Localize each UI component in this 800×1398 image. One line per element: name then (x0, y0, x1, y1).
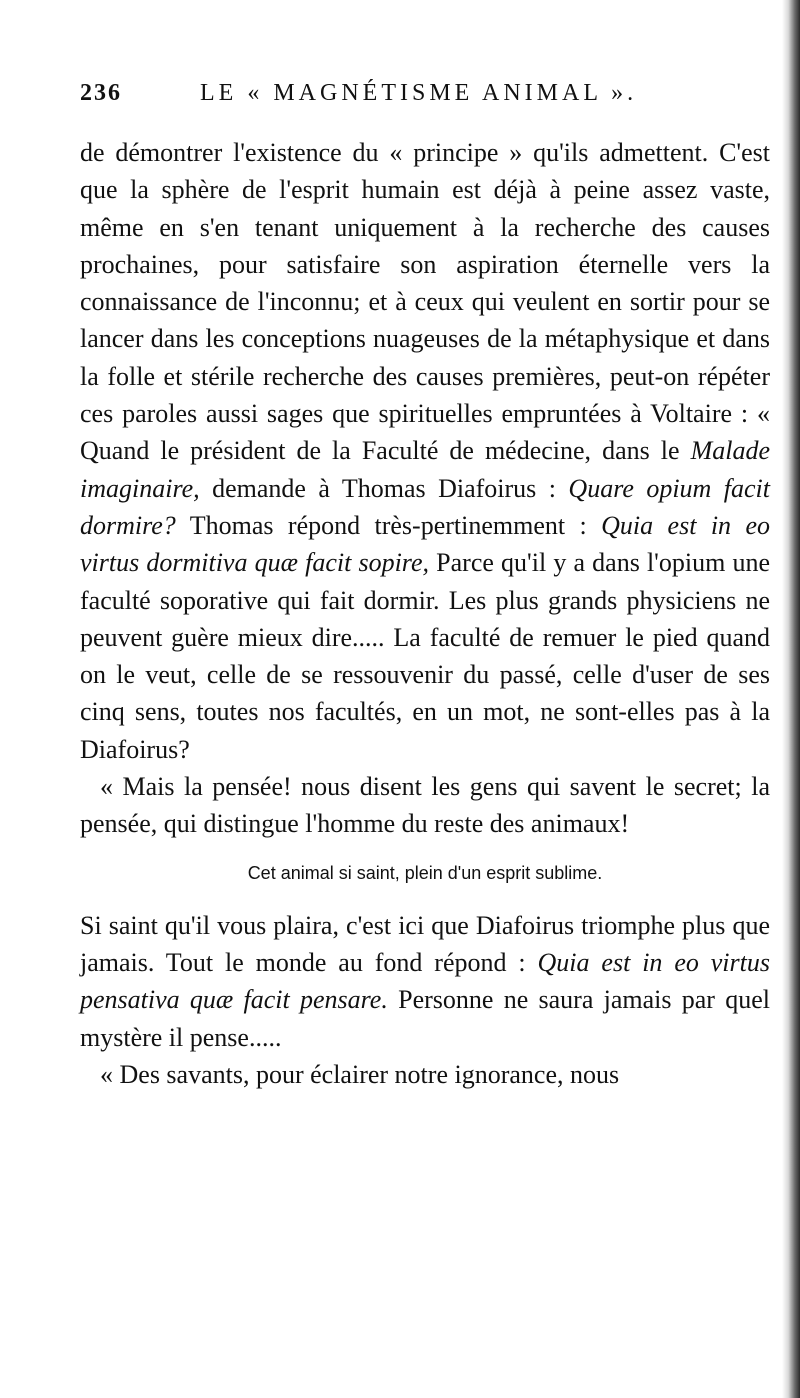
running-header (80, 80, 770, 120)
italic-quia-pensativa: Quia est in eo virtus pensativa quæ facit pensare. (80, 947, 770, 1015)
paragraph-1-text-a: de démontrer l'existence du « principe » qu'ils admettent. C'est que la sphère de l'esprit humain est déjà à peine assez vaste, même en s'en tenant uniquement à la recherche des causes prochaines, pour satisfaire son aspiration éternelle vers la connaissance de l'inconnu; et à ceux qui veulent en sortir pour se lancer dans les conceptions nuageuses de la métaphysique et dans la folle et stérile recherche des causes premières, peut-on répéter ces paroles aussi sages que spirituelles empruntées à Voltaire : « Quand le président de la Faculté de médecine, dans le (80, 138, 770, 466)
paragraph-4: « Des savants, pour éclairer notre ignorance, nous (100, 1059, 620, 1089)
paragraph-1-text-c: Thomas répond très-pertinemment : (175, 510, 602, 540)
paragraph-1-text-d: Parce qu'il y a dans l'opium une faculté soporative qui fait dormir. Les plus grands physiciens ne peuvent guère mieux dire..... La faculté de remuer le pied quand on le veut, celle de se ressouvenir du passé, celle d'user de ses cinq sens, toutes nos facultés, en un mot, ne sont-elles pas à la Diafoirus? (80, 548, 771, 764)
italic-malade-imaginaire: Malade imaginaire, (80, 436, 770, 503)
body-text (80, 134, 770, 1093)
verse-quotation: Cet animal si saint, plein d'un esprit sublime. (247, 862, 603, 883)
page-number: 236 (80, 80, 122, 106)
italic-quare-opium: Quare opium facit dormire? (80, 473, 770, 540)
italic-quia-dormitiva: Quia est in eo virtus dormitiva quæ facit sopire, (80, 510, 770, 578)
paragraph-1-text-b: demande à Thomas Diafoirus : (199, 473, 569, 503)
running-title: LE « MAGNÉTISME ANIMAL ». (200, 80, 638, 106)
paragraph-2: « Mais la pensée! nous disent les gens qui savent le secret; la pensée, qui distingue l'homme du reste des animaux! (80, 772, 770, 839)
book-page (80, 80, 770, 1093)
paragraph-3-text-a: Si saint qu'il vous plaira, c'est ici que Diafoirus triomphe plus que jamais. Tout le monde au fond répond : (80, 910, 770, 977)
page-edge-shadow (782, 0, 800, 1398)
paragraph-3 (80, 907, 770, 1056)
paragraph-3-text-b: Personne ne saura jamais par quel mystère il pense..... (80, 985, 770, 1052)
paragraph-1 (80, 134, 770, 768)
